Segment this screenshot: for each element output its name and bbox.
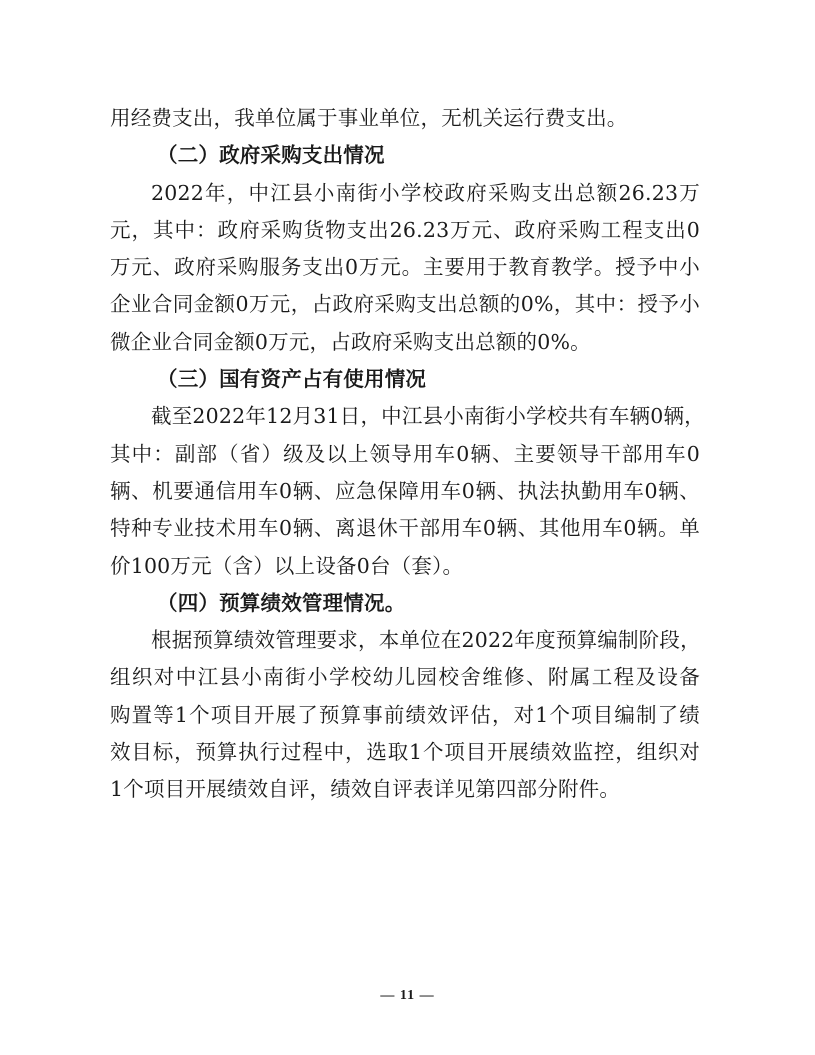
body-line: 微企业合同金额0万元，占政府采购支出总额的0%。: [110, 329, 591, 354]
body-line: 组织对中江县小南街小学校幼儿园校舍维修、附属工程及设备: [110, 665, 700, 690]
body-line: 其中：副部（省）级及以上领导用车0辆、主要领导干部用车0: [110, 441, 700, 466]
body-line: 企业合同金额0万元，占政府采购支出总额的0%，其中：授予小: [110, 292, 700, 317]
section-heading-assets: （三）国有资产占有使用情况: [157, 367, 427, 392]
body-line: 1个项目开展绩效自评，绩效自评表详见第四部分附件。: [110, 777, 621, 802]
body-line: 辆、机要通信用车0辆、应急保障用车0辆、执法执勤用车0辆、: [110, 478, 700, 503]
body-line: 用经费支出，我单位属于事业单位，无机关运行费支出。: [110, 106, 628, 130]
section-heading-performance: （四）预算绩效管理情况。: [157, 590, 406, 615]
body-line: 价100万元（含）以上设备0台（套）。: [110, 553, 464, 578]
body-line: 效目标，预算执行过程中，选取1个项目开展绩效监控，组织对: [110, 740, 700, 765]
body-line: 截至2022年12月31日，中江县小南街小学校共有车辆0辆，: [151, 404, 705, 429]
document-body: [110, 100, 705, 809]
body-line: 特种专业技术用车0辆、离退休干部用车0辆、其他用车0辆。单: [110, 516, 700, 541]
section-heading-procurement: （二）政府采购支出情况: [157, 143, 385, 168]
body-line: 万元、政府采购服务支出0万元。主要用于教育教学。授予中小: [110, 255, 700, 280]
body-line: 购置等1个项目开展了预算事前绩效评估，对1个项目编制了绩: [110, 702, 700, 727]
body-line: 元，其中：政府采购货物支出26.23万元、政府采购工程支出0: [110, 217, 700, 242]
body-line: 根据预算绩效管理要求，本单位在2022年度预算编制阶段，: [151, 628, 701, 653]
page-number: — 11 —: [380, 988, 435, 1003]
body-line: 2022年，中江县小南街小学校政府采购支出总额26.23万: [151, 180, 700, 205]
